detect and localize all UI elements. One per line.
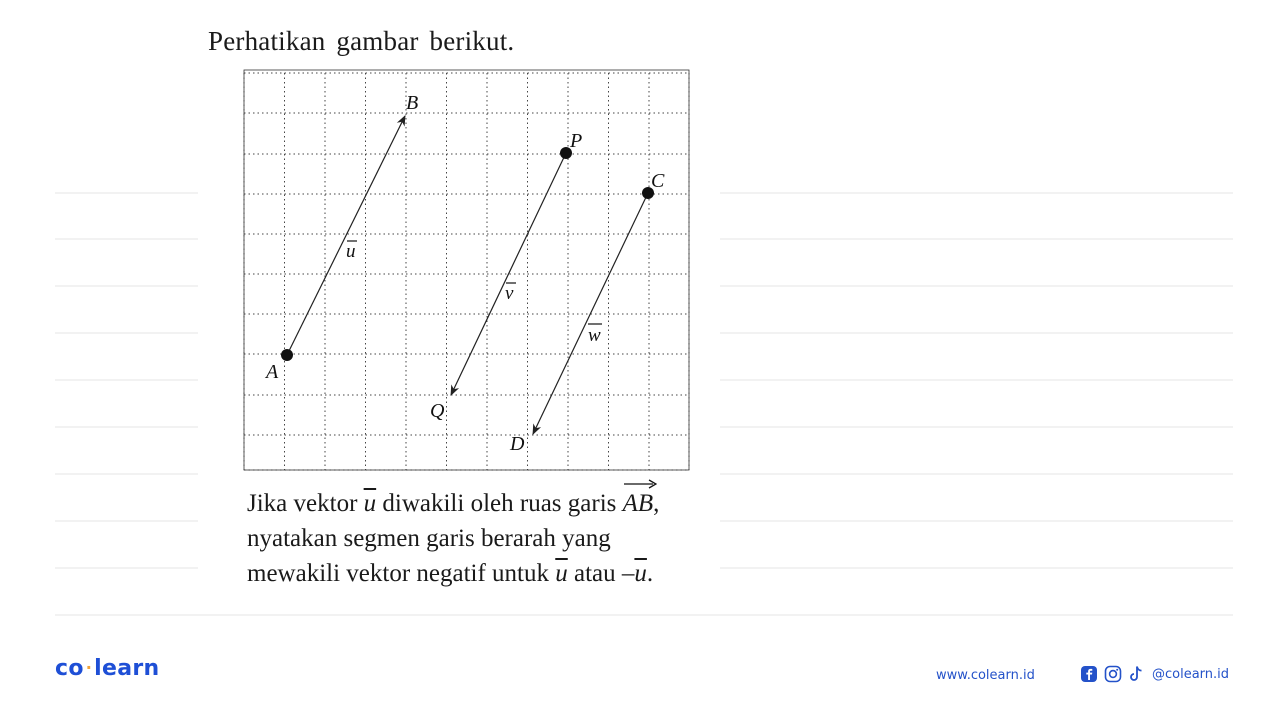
vector-v-line — [451, 153, 566, 395]
social-links — [1080, 665, 1229, 683]
colearn-logo[interactable]: co ·learn — [55, 656, 160, 681]
label-c: C — [651, 170, 665, 192]
label-vector-u: u — [346, 241, 356, 262]
vector-u-symbol-3: $\overline{u}$ — [634, 560, 647, 587]
label-vector-v: v — [505, 283, 514, 304]
label-b: B — [406, 92, 419, 114]
segment-ab-symbol: AB — [623, 486, 654, 521]
right-arrow-icon — [623, 479, 657, 489]
label-a: A — [266, 361, 279, 383]
grid — [244, 73, 689, 470]
intro-text: Perhatikan gambar berikut. — [208, 26, 515, 56]
vector-u-line — [287, 116, 405, 355]
question-line-1: Jika vektor $\overline{u}$ diwakili oleh ruas garis AB, — [247, 486, 702, 521]
point-a-dot — [281, 349, 293, 361]
question-line-3: mewakili vektor negatif untuk $\overline{u}$ atau $-\overline{u}$. — [247, 560, 654, 587]
vector-u-symbol: $\overline{u}$ — [363, 490, 377, 517]
social-handle[interactable]: @colearn.id — [1152, 666, 1230, 682]
label-d: D — [510, 433, 525, 455]
question-line-2: nyatakan segmen garis berarah yang — [247, 525, 611, 552]
label-p: P — [570, 130, 583, 152]
website-link[interactable]: www.colearn.id — [936, 668, 1035, 683]
vector-u-symbol-2: $\overline{u}$ — [555, 560, 568, 587]
facebook-icon[interactable] — [1080, 665, 1098, 683]
vector-grid-figure — [230, 66, 700, 481]
label-q: Q — [430, 400, 445, 422]
question-text — [247, 486, 702, 591]
tiktok-icon[interactable] — [1128, 665, 1144, 683]
instagram-icon[interactable] — [1104, 665, 1122, 683]
label-vector-w: w — [588, 325, 601, 346]
